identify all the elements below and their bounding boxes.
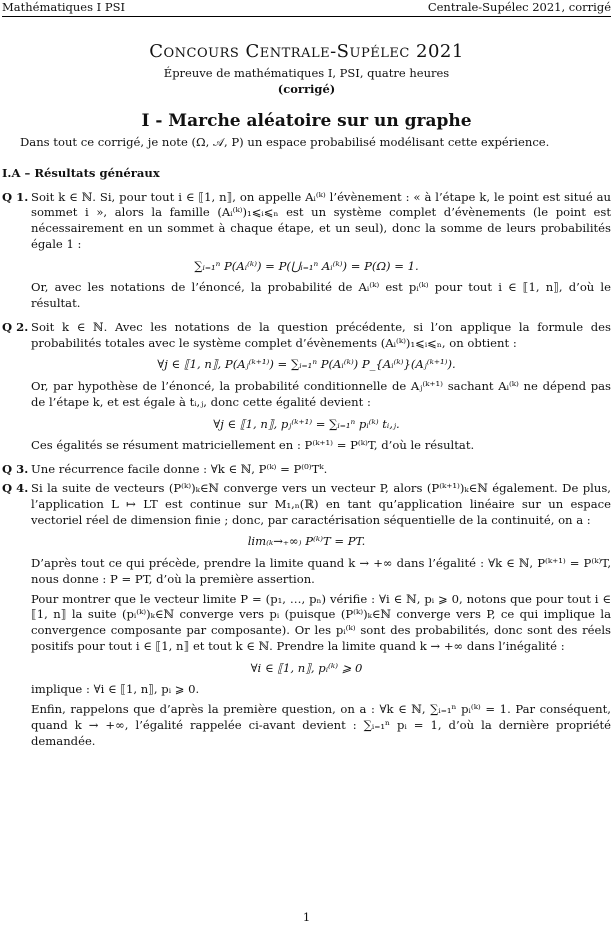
question-text: Soit k ∈ ℕ. Avec les notations de la question précédente, si l’on applique la formule des probabilités totales avec le système complet d’évènements (Aᵢ⁽ᵏ⁾)₁⩽ᵢ⩽ₙ, on obtient : (31, 319, 611, 350)
question-label: Q 2. (2, 319, 29, 334)
header-right: Centrale-Supélec 2021, corrigé (427, 0, 611, 14)
question-label: Q 4. (2, 481, 29, 496)
title-block (0, 40, 613, 133)
page-number: 1 (302, 910, 311, 924)
paragraph: Or, par hypothèse de l’énoncé, la probabilité conditionnelle de Aⱼ⁽ᵏ⁺¹⁾ sachant Aᵢ⁽ᵏ⁾ ne dépend pas de l’étape k, et est égale à tᵢ,ⱼ, donc cette égalité devient : (31, 379, 611, 409)
section-heading: I.A – Résultats généraux (2, 165, 160, 180)
paragraph: Enfin, rappelons que d’après la première question, on a : ∀k ∈ ℕ, ∑ᵢ₌₁ⁿ pᵢ⁽ᵏ⁾ = 1. Par conséquent, quand k → +∞, l’égalité rappelée ci-avant devient : ∑ᵢ₌₁ⁿ pᵢ = 1, d’où la dernière propriété demandée. (31, 702, 611, 748)
question-label: Q 1. (2, 189, 29, 204)
question-4 (0, 481, 613, 528)
intro-paragraph: Dans tout ce corrigé, je note (Ω, 𝒜, P) un espace probabilisé modélisant cette expérience. (20, 135, 550, 149)
paragraph: Pour montrer que le vecteur limite P = (p₁, …, pₙ) vérifie : ∀i ∈ ℕ, pᵢ ⩾ 0, notons que pour tout i ∈ ⟦1, n⟧ la suite (pᵢ⁽ᵏ⁾)ₖ∈ℕ converge vers pᵢ (puisque (P⁽ᵏ⁾)ₖ∈ℕ converge vers P, ce qui implique la convergence composante par composante). Or les pᵢ⁽ᵏ⁾ sont des probabilités, donc sont des réels positifs pour tout i ∈ ⟦1, n⟧ et tout k ∈ ℕ. Prendre la limite quand k → +∞ dans l’inégalité : (31, 591, 611, 653)
header-left: Mathématiques I PSI (2, 0, 126, 14)
display-formula: ∀j ∈ ⟦1, n⟧, pⱼ⁽ᵏ⁺¹⁾ = ∑ᵢ₌₁ⁿ pᵢ⁽ᵏ⁾ tᵢ,ⱼ. (213, 416, 400, 431)
paragraph: Or, avec les notations de l’énoncé, la probabilité de Aᵢ⁽ᵏ⁾ est pᵢ⁽ᵏ⁾ pour tout i ∈ ⟦1, n⟧, d’où le résultat. (31, 280, 611, 311)
exam-subtitle: Épreuve de mathématiques I, PSI, quatre heures (163, 66, 450, 81)
document-body (0, 135, 613, 750)
paragraph: implique : ∀i ∈ ⟦1, n⟧, pᵢ ⩾ 0. (31, 682, 200, 697)
paragraph: Ces égalités se résument matriciellement en : P⁽ᵏ⁺¹⁾ = P⁽ᵏ⁾T, d’où le résultat. (31, 438, 475, 453)
contest-title: Concours Centrale-Supélec 2021 (149, 41, 464, 62)
display-formula: lim₍ₖ→₊∞₎ P⁽ᵏ⁾T = PT. (247, 534, 366, 549)
display-formula: ∀j ∈ ⟦1, n⟧, P(Aⱼ⁽ᵏ⁺¹⁾) = ∑ᵢ₌₁ⁿ P(Aᵢ⁽ᵏ⁾) P_{Aᵢ⁽ᵏ⁾}(Aⱼ⁽ᵏ⁺¹⁾). (157, 357, 456, 372)
question-2 (0, 320, 613, 352)
question-1 (0, 190, 613, 253)
running-header (2, 0, 611, 17)
question-text: Si la suite de vecteurs (P⁽ᵏ⁾)ₖ∈ℕ converge vers un vecteur P, alors (P⁽ᵏ⁺¹⁾)ₖ∈ℕ également. De plus, l’application L ↦ LT est continue sur M₁,ₙ(ℝ) en tant qu’application linéaire sur un espace vectoriel réel de dimension finie ; donc, par caractérisation séquentielle de la continuité, on a : (31, 481, 611, 527)
display-formula: ∑ᵢ₌₁ⁿ P(Aᵢ⁽ᵏ⁾) = P(⋃ᵢ₌₁ⁿ Aᵢ⁽ᵏ⁾) = P(Ω) = 1. (194, 258, 419, 273)
display-formula: ∀i ∈ ⟦1, n⟧, pᵢ⁽ᵏ⁾ ⩾ 0 (250, 660, 363, 675)
part-title: I - Marche aléatoire sur un graphe (141, 110, 472, 131)
question-text: Soit k ∈ ℕ. Si, pour tout i ∈ ⟦1, n⟧, on appelle Aᵢ⁽ᵏ⁾ l’évènement : « à l’étape k, le point est situé au sommet i », alors la famille (Aᵢ⁽ᵏ⁾)₁⩽ᵢ⩽ₙ est un système complet d’évènements (le point est nécessairement en un sommet à chaque étape, et un seul), donc la somme de leurs probabilités égale 1 : (31, 189, 611, 251)
paragraph: D’après tout ce qui précède, prendre la limite quand k → +∞ dans l’égalité : ∀k ∈ ℕ, P⁽ᵏ⁺¹⁾ = P⁽ᵏ⁾T, nous donne : P = PT, d’où la première assertion. (31, 556, 611, 586)
question-text: Une récurrence facile donne : ∀k ∈ ℕ, P⁽ᵏ⁾ = P⁽⁰⁾Tᵏ. (31, 462, 328, 477)
corrige-label: (corrigé) (277, 82, 336, 97)
question-3 (0, 462, 613, 478)
question-label: Q 3. (2, 462, 29, 477)
